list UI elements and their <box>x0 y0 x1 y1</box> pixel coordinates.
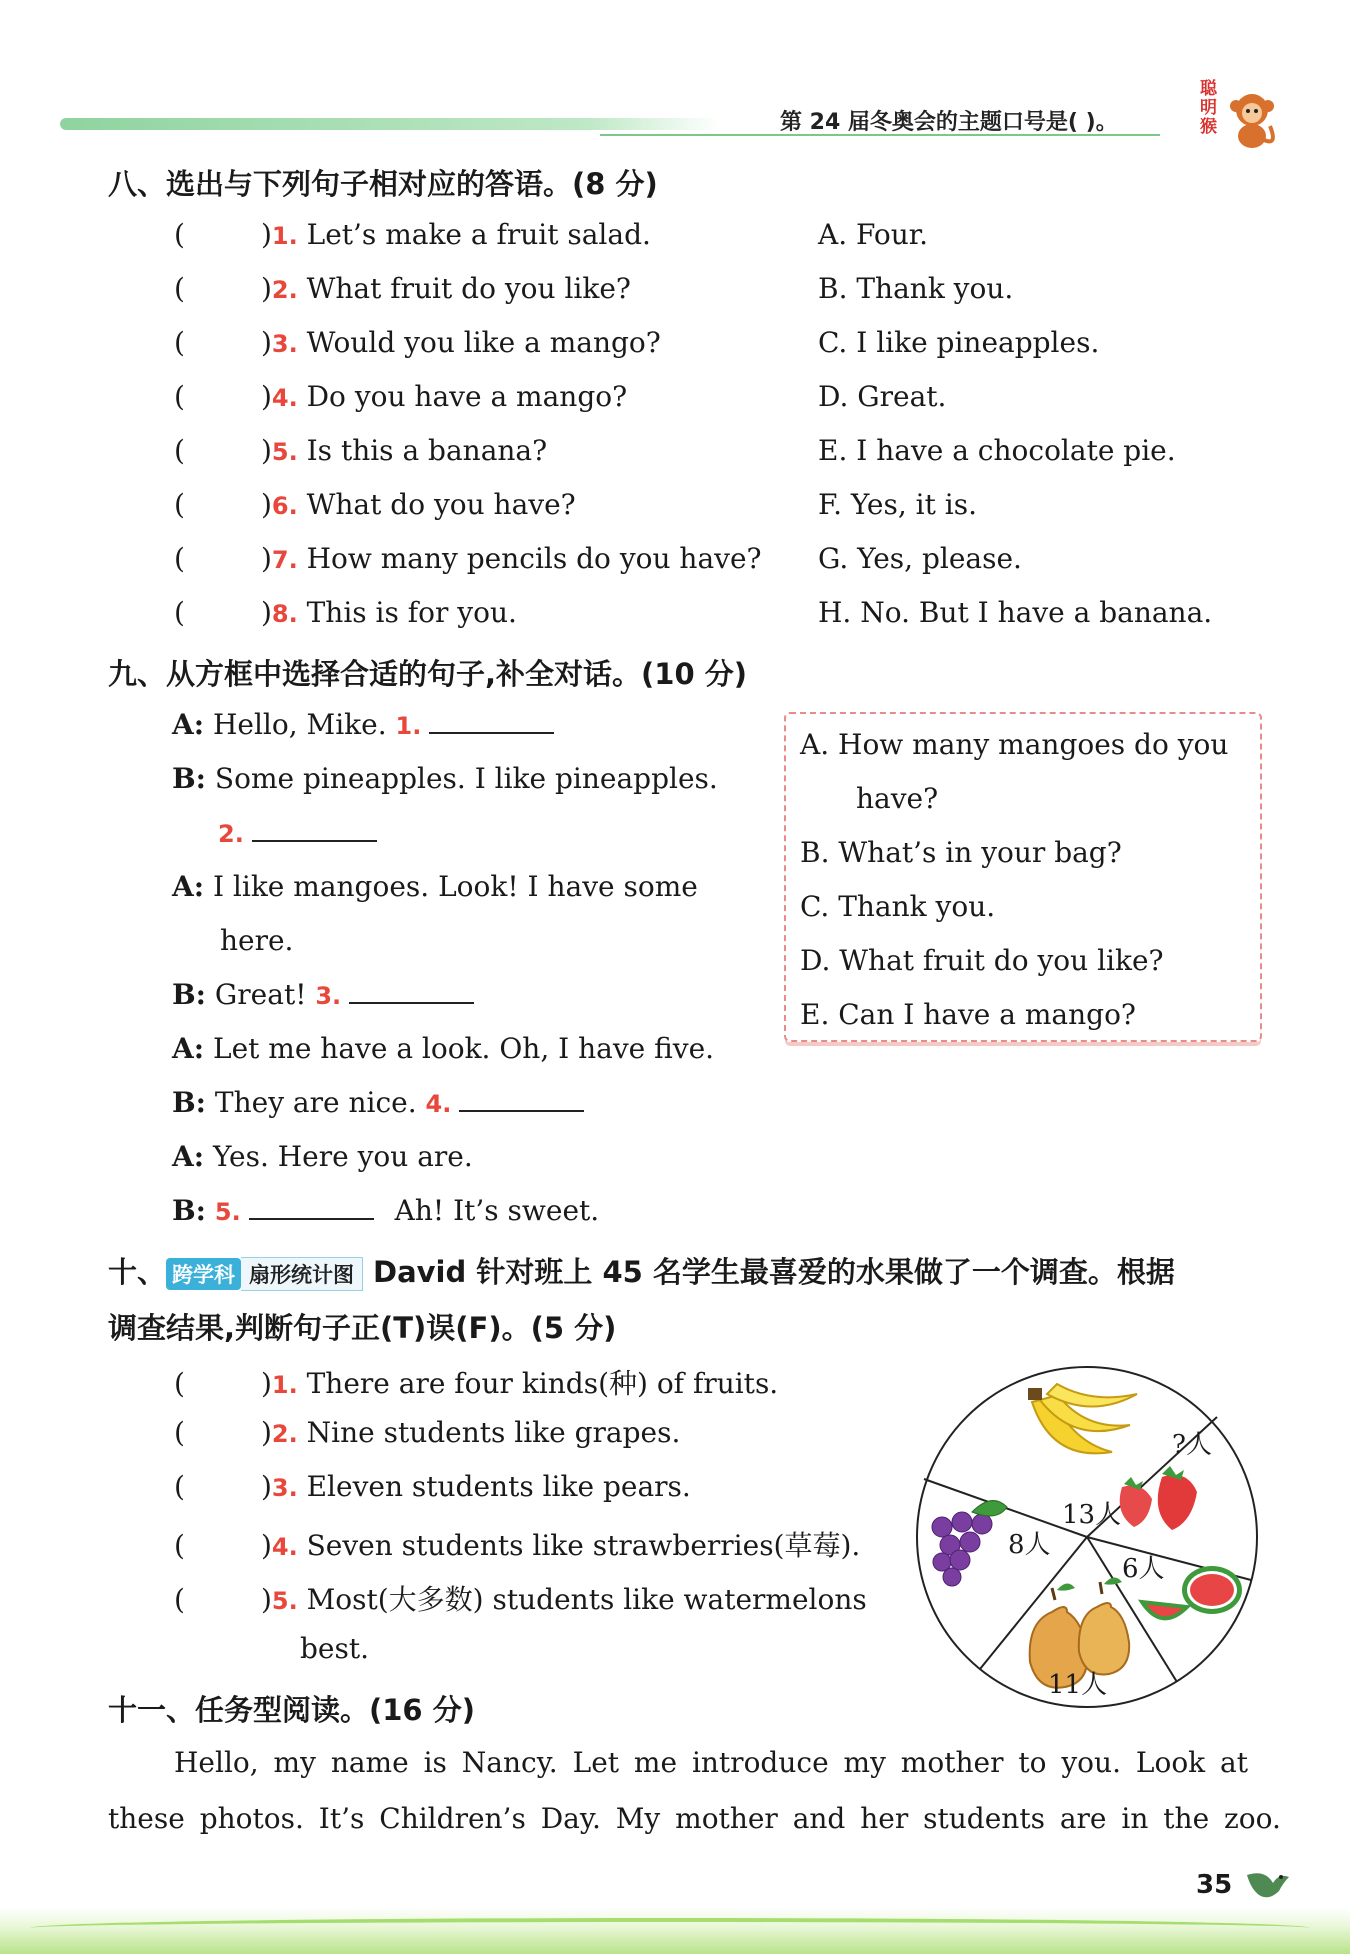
pie-label-strawberry: ?人 <box>1172 1430 1212 1460</box>
s8-q6-num: 6. <box>271 492 298 520</box>
speaker: B: <box>172 1086 207 1119</box>
option-a-cont: have? <box>856 782 939 815</box>
s10-text: Seven students like strawberries(草莓). <box>306 1529 861 1562</box>
option-a: A. How many mangoes do you <box>800 728 1229 761</box>
page-number: 35 <box>1196 1870 1233 1900</box>
blank-num-4: 4. <box>425 1090 452 1118</box>
dialog-line-9 <box>172 1140 473 1173</box>
dialog-text: They are nice. <box>214 1086 417 1119</box>
pie-label-watermelon: 6人 <box>1122 1554 1165 1584</box>
s8-q8-num: 8. <box>271 600 298 628</box>
speaker: B: <box>172 1194 207 1227</box>
s10-statement-4: ( )4. Seven students like strawberries(草莓). <box>174 1529 861 1562</box>
blank-num-1: 1. <box>395 712 422 740</box>
dialog-line-6 <box>172 978 474 1011</box>
section10-title <box>108 1250 1175 1291</box>
dialog-text: Let me have a look. Oh, I have five. <box>212 1032 715 1065</box>
speaker: B: <box>172 762 207 795</box>
section10-title-line2: 调查结果,判断句子正(T)误(F)。(5 分) <box>108 1311 617 1345</box>
option-e: E. Can I have a mango? <box>800 998 1136 1031</box>
header-stripe <box>60 118 720 130</box>
s8-answer-e: E. I have a chocolate pie. <box>818 434 1176 467</box>
dialog-text: Ah! It’s sweet. <box>394 1194 600 1227</box>
s8-q3-text: Would you like a mango? <box>306 326 661 359</box>
s8-q1: ( )1. Let’s make a fruit salad. <box>174 218 651 251</box>
dialog-line-5: here. <box>220 924 294 957</box>
s10-num: 3. <box>271 1474 298 1502</box>
pie-svg <box>912 1362 1262 1712</box>
s10-text: There are four kinds(种) of fruits. <box>306 1367 779 1400</box>
s10-num: 4. <box>271 1533 298 1561</box>
s10-statement-5-cont: best. <box>300 1632 370 1665</box>
s8-answer-c: C. I like pineapples. <box>818 326 1100 359</box>
reading-para-line-2: these photos. It’s Children’s Day. My mother and her students are in the zoo. <box>108 1802 1281 1835</box>
footer-curve <box>30 1918 1310 1938</box>
s8-answer-g: G. Yes, please. <box>818 542 1022 575</box>
s8-q7-num: 7. <box>271 546 298 574</box>
s8-q4-text: Do you have a mango? <box>306 380 628 413</box>
s8-q8-text: This is for you. <box>306 596 517 629</box>
s8-q5-text: Is this a banana? <box>306 434 548 467</box>
answer-blank-5[interactable] <box>249 1208 374 1220</box>
speaker: A: <box>172 870 205 903</box>
section10-prefix: 十、 <box>108 1255 167 1289</box>
section10-title-rest: David 针对班上 45 名学生最喜爱的水果做了一个调查。根据 <box>373 1255 1175 1289</box>
s8-q4: ( )4. Do you have a mango? <box>174 380 628 413</box>
dialog-line-2 <box>172 762 718 795</box>
blank-num-5: 5. <box>214 1198 241 1226</box>
section8-title: 八、选出与下列句子相对应的答语。(8 分) <box>108 167 658 201</box>
speaker: B: <box>172 978 207 1011</box>
dialog-text: Yes. Here you are. <box>212 1140 473 1173</box>
dialog-text: Hello, Mike. <box>212 708 387 741</box>
s8-q8: ( )8. This is for you. <box>174 596 517 629</box>
s8-answer-a: A. Four. <box>818 218 929 251</box>
option-c: C. Thank you. <box>800 890 996 923</box>
answer-blank-2[interactable] <box>252 830 377 842</box>
dialog-text: Great! <box>214 978 307 1011</box>
answer-blank-3[interactable] <box>349 992 474 1004</box>
s8-q7-text: How many pencils do you have? <box>306 542 762 575</box>
dialog-line-4 <box>172 870 698 903</box>
dialog-text: I like mangoes. Look! I have some <box>212 870 698 903</box>
s10-statement-2: ( )2. Nine students like grapes. <box>174 1416 681 1449</box>
dialog-text: Some pineapples. I like pineapples. <box>214 762 718 795</box>
s8-q2-num: 2. <box>271 276 298 304</box>
s8-answer-b: B. Thank you. <box>818 272 1014 305</box>
s8-q2-text: What fruit do you like? <box>306 272 631 305</box>
s8-q6: ( )6. What do you have? <box>174 488 576 521</box>
s10-statement-3: ( )3. Eleven students like pears. <box>174 1470 691 1503</box>
s10-statement-5: ( )5. Most(大多数) students like watermelons <box>174 1583 867 1616</box>
section9-title: 九、从方框中选择合适的句子,补全对话。(10 分) <box>108 657 747 691</box>
s10-num: 1. <box>271 1371 298 1399</box>
section11-title: 十一、任务型阅读。(16 分) <box>108 1693 475 1727</box>
dialog-line-1 <box>172 708 554 741</box>
monkey-glyph-2: 明 <box>1200 98 1217 118</box>
s8-q3: ( )3. Would you like a mango? <box>174 326 661 359</box>
s8-q6-text: What do you have? <box>306 488 576 521</box>
s8-answer-d: D. Great. <box>818 380 947 413</box>
bird-icon <box>1245 1865 1291 1899</box>
s10-num: 2. <box>271 1420 298 1448</box>
header-note: 第 24 届冬奥会的主题口号是( )。 <box>780 110 1118 135</box>
option-b: B. What’s in your bag? <box>800 836 1122 869</box>
answer-blank-1[interactable] <box>429 722 554 734</box>
s8-answer-f: F. Yes, it is. <box>818 488 977 521</box>
cross-subject-tag: 跨学科 <box>166 1258 241 1290</box>
s8-q4-num: 4. <box>271 384 298 412</box>
s8-q7: ( )7. How many pencils do you have? <box>174 542 762 575</box>
blank-num-3: 3. <box>315 982 342 1010</box>
s10-text: Eleven students like pears. <box>306 1470 691 1503</box>
s8-q5-num: 5. <box>271 438 298 466</box>
dialog-line-10 <box>172 1194 599 1227</box>
speaker: A: <box>172 708 205 741</box>
answer-blank-4[interactable] <box>459 1100 584 1112</box>
s8-q1-num: 1. <box>271 222 298 250</box>
s8-q3-num: 3. <box>271 330 298 358</box>
s10-text: Most(大多数) students like watermelons <box>306 1583 867 1616</box>
s10-num: 5. <box>271 1587 298 1615</box>
monkey-icon <box>1200 80 1280 152</box>
s8-q2: ( )2. What fruit do you like? <box>174 272 631 305</box>
blank-num-2: 2. <box>218 820 244 848</box>
dialog-line-8 <box>172 1086 584 1119</box>
pie-label-grape: 8人 <box>1008 1530 1051 1560</box>
s8-answer-h: H. No. But I have a banana. <box>818 596 1213 629</box>
speaker: A: <box>172 1032 205 1065</box>
monkey-glyph-1: 聪 <box>1200 79 1217 99</box>
dialog-line-3 <box>218 816 377 849</box>
s8-q1-text: Let’s make a fruit salad. <box>306 218 651 251</box>
pie-label-banana: 13人 <box>1062 1500 1122 1530</box>
reading-para-line-1: Hello, my name is Nancy. Let me introduce my mother to you. Look at <box>174 1746 1248 1779</box>
dialog-line-7 <box>172 1032 714 1065</box>
s10-statement-1: ( )1. There are four kinds(种) of fruits. <box>174 1367 779 1400</box>
s10-text: Nine students like grapes. <box>306 1416 681 1449</box>
speaker: A: <box>172 1140 205 1173</box>
s8-q5: ( )5. Is this a banana? <box>174 434 548 467</box>
pie-label-pear: 11人 <box>1048 1670 1108 1700</box>
fruit-pie-chart <box>912 1362 1262 1712</box>
monkey-logo <box>1200 80 1280 152</box>
pie-chart-tag: 扇形统计图 <box>241 1257 363 1291</box>
monkey-glyph-3: 猴 <box>1200 117 1217 137</box>
options-box <box>784 712 1262 1042</box>
option-d: D. What fruit do you like? <box>800 944 1164 977</box>
